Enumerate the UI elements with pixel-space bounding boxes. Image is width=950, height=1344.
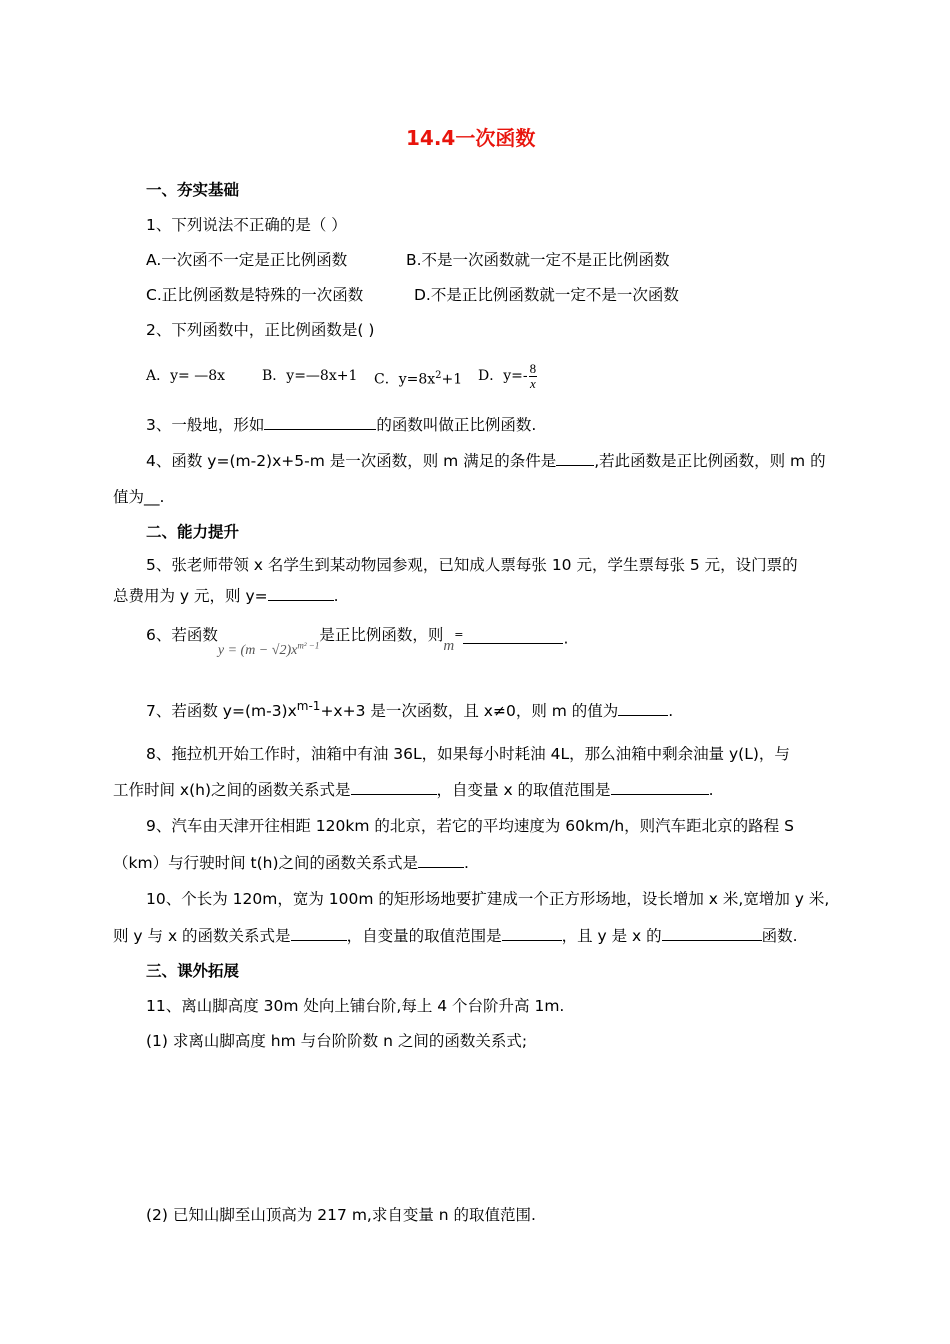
question-9-line-1: 9、汽车由天津开往相距 120km 的北京，若它的平均速度为 60km/h，则汽车距北京的路程 S: [146, 817, 794, 835]
question-1-option-c: C.正比例函数是特殊的一次函数: [146, 286, 364, 304]
question-5-line-2: 总费用为 y 元，则 y= .: [113, 587, 339, 605]
answer-blank[interactable]: [662, 926, 762, 941]
section-heading-basics: 一、夯实基础: [146, 181, 240, 199]
question-2-option-b: B．y=—8x+1: [262, 368, 358, 384]
section-heading-improve: 二、能力提升: [146, 523, 240, 541]
answer-blank[interactable]: [463, 629, 563, 644]
question-10-line-2: 则 y 与 x 的函数关系式是 ，自变量的取值范围是 ，且 y 是 x 的 函数.: [113, 927, 798, 945]
answer-blank[interactable]: [264, 415, 376, 430]
question-11-part-2: (2) 已知山脚至山顶高为 217 m,求自变量 n 的取值范围.: [146, 1206, 536, 1224]
answer-blank[interactable]: [618, 701, 668, 716]
question-1-option-a: A.一次函不一定是正比例函数: [146, 251, 348, 269]
formula-y-m-sqrt2-x: $y = (m - √2)x^{m^2 -1}$: [217, 640, 320, 658]
page-title: 14.4一次函数: [406, 126, 536, 150]
section-heading-extension: 三、课外拓展: [146, 962, 240, 980]
question-3: 3、一般地，形如 的函数叫做正比例函数.: [146, 416, 537, 434]
answer-blank[interactable]: [556, 451, 594, 466]
question-2-option-a: A．y= —8x: [146, 368, 226, 384]
question-2-option-c: C．$y=8x^2+1$: [374, 370, 463, 388]
question-8-line-1: 8、拖拉机开始工作时，油箱中有油 36L，如果每小时耗油 4L，那么油箱中剩余油量 y(L)，与: [146, 745, 790, 763]
question-1-option-d: D.不是正比例函数就一定不是一次函数: [414, 286, 679, 304]
answer-blank[interactable]: [268, 586, 334, 601]
question-4-line-1: 4、函数 y=(m-2)x+5-m 是一次函数，则 m 满足的条件是 ,若此函数是正比例函数，则 m 的: [146, 452, 826, 470]
answer-blank[interactable]: [502, 926, 562, 941]
answer-blank[interactable]: [351, 780, 437, 795]
question-10-line-1: 10、个长为 120m，宽为 100m 的矩形场地要扩建成一个正方形场地，设长增加 x 米,宽增加 y 米,: [146, 890, 830, 908]
question-4-line-2: 值为__.: [113, 488, 165, 506]
question-1-stem: 1、下列说法不正确的是（ ）: [146, 216, 347, 234]
question-5-line-1: 5、张老师带领 x 名学生到某动物园参观，已知成人票每张 10 元，学生票每张 5 元，设门票的: [146, 556, 798, 574]
answer-blank[interactable]: [611, 780, 709, 795]
answer-blank[interactable]: [291, 926, 347, 941]
question-11-part-1: (1) 求离山脚高度 hm 与台阶阶数 n 之间的函数关系式;: [146, 1032, 528, 1050]
question-6: 6、若函数$y = (m - √2)x^{m^2 -1}$是正比例函数，则m= .: [146, 626, 569, 658]
question-9-line-2: （km）与行驶时间 t(h)之间的函数关系式是 .: [113, 854, 469, 872]
question-8-line-2: 工作时间 x(h)之间的函数关系式是 ，自变量 x 的取值范围是 .: [113, 781, 714, 799]
question-11-stem: 11、离山脚高度 30m 处向上铺台阶,每上 4 个台阶升高 1m.: [146, 997, 565, 1015]
question-7: 7、若函数 $y=(m-3)x^{m-1}+x+3$ 是一次函数，且 x≠0，则 m 的值为 .: [146, 699, 674, 721]
fraction-8-over-x: $\frac{8}{x}$: [529, 360, 537, 391]
question-2-stem: 2、下列函数中，正比例函数是( ): [146, 321, 375, 339]
answer-blank[interactable]: [418, 853, 464, 868]
question-2-option-d: D．y=- $\frac{8}{x}$: [478, 360, 537, 391]
question-1-option-b: B.不是一次函数就一定不是正比例函数: [406, 251, 670, 269]
